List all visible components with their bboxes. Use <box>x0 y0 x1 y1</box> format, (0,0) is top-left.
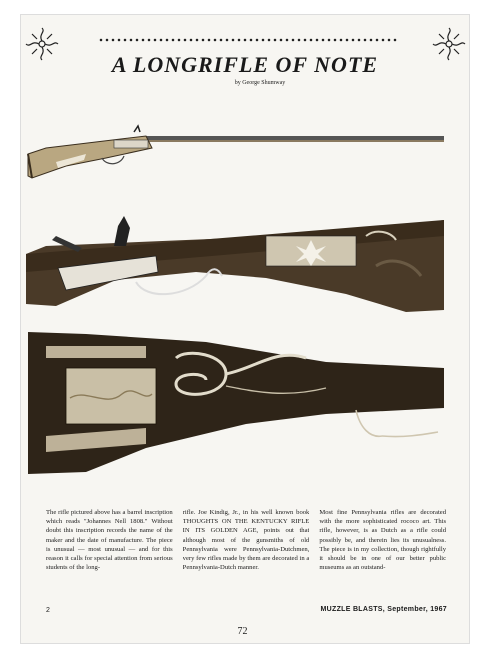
floral-ornament-icon <box>431 26 467 62</box>
page-number: 72 <box>237 626 248 637</box>
article-title: A LONGRIFLE OF NOTE <box>111 52 379 77</box>
body-column-3: Most fine Pennsylvania rifles are decorated with the more sophisticated rococo art. This rifle, however, is as Dutch as a rifle could possibly be, and therein lies its unusualness. The piece is in my collection, though rightfully it should be in one of our better public museums as an outstand- <box>319 509 447 572</box>
rifle-lock-photo <box>26 206 446 316</box>
body-column-1: The rifle pictured above has a barrel inscription which reads "Johannes Nell 1808." Without doubt this inscription records the name of the maker and the date of manufacture. The piece is unusual — most unusual — and for this reason it calls for special attention from serious students of the long- <box>46 509 173 572</box>
article-body <box>46 508 446 600</box>
dotted-rule <box>98 38 398 42</box>
magazine-footer: MUZZLE BLASTS, September, 1967 <box>320 606 447 613</box>
article-byline: by George Shumway <box>234 80 286 86</box>
rifle-stock-detail-photo <box>26 328 446 476</box>
rifle-full-photo <box>26 122 446 192</box>
footer-left-number: 2 <box>46 607 50 614</box>
body-column-2: rifle. Joe Kindig, Jr., in his well known book THOUGHTS ON THE KENTUCKY RIFLE IN ITS GOLDEN AGE, points out that although most of the gunsmiths of old Pennsylvania were Pennsylvania-Dutchmen, very few rifles made by them are decorated in a Pennsylvania-Dutch manner. <box>182 509 310 572</box>
floral-ornament-icon <box>24 26 60 62</box>
